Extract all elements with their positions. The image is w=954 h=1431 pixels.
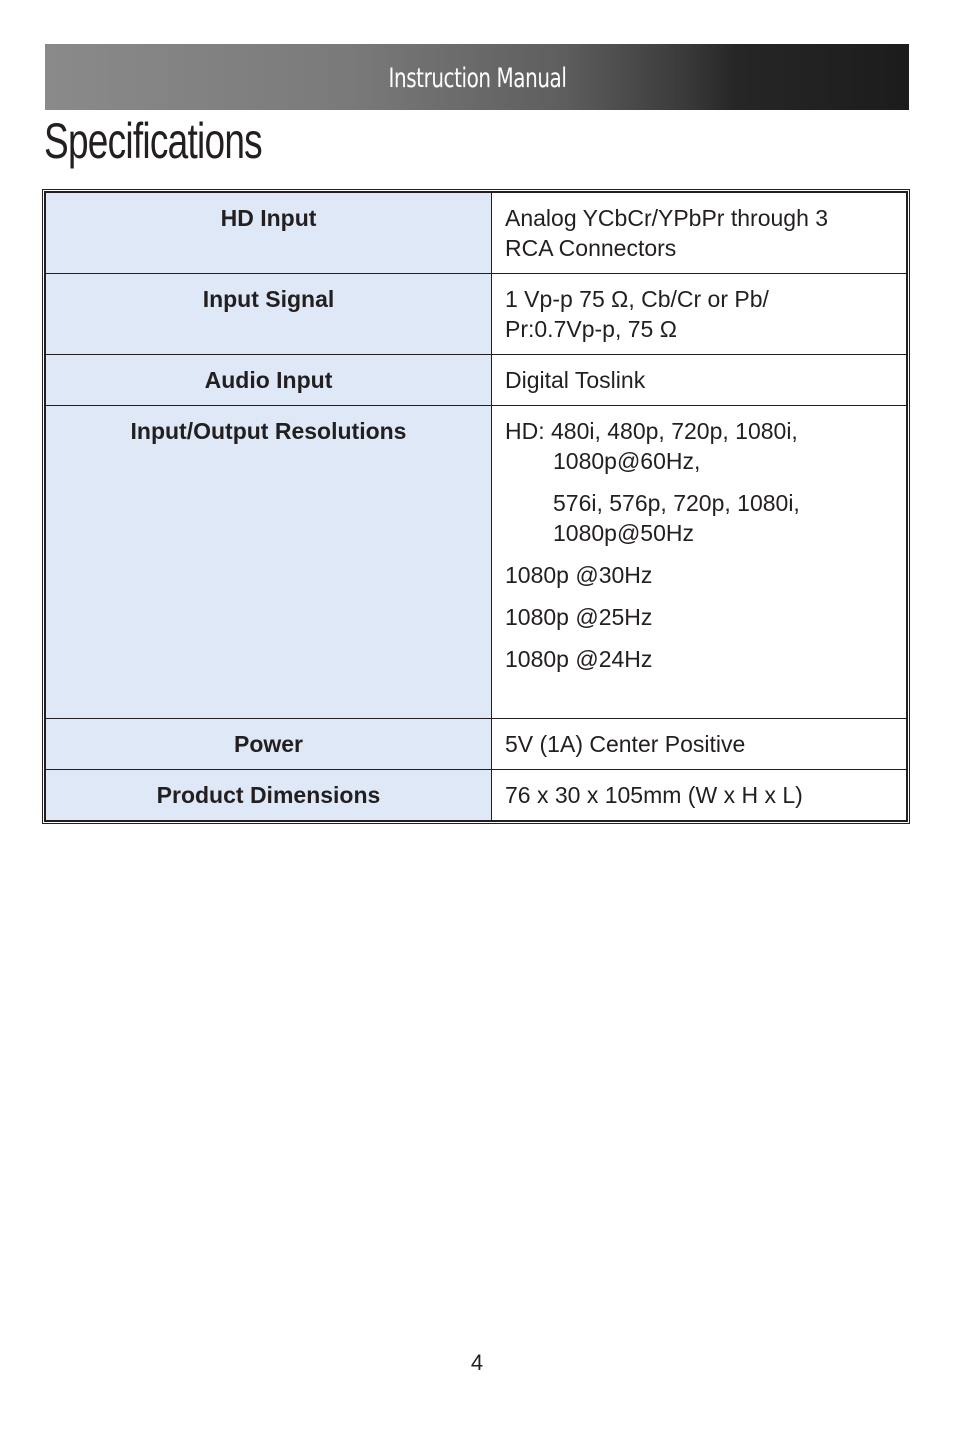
spec-value-input-signal [492, 274, 908, 355]
spec-value-audio-input [492, 355, 908, 406]
resolution-line: HD: 480i, 480p, 720p, 1080i, [505, 418, 798, 444]
resolution-line: 1080p @25Hz [505, 604, 653, 630]
spec-value-resolutions [492, 406, 908, 719]
spec-label-dimensions: Product Dimensions [45, 770, 492, 822]
specifications-table [44, 191, 908, 822]
spec-value-line: 76 x 30 x 105mm (W x H x L) [505, 782, 803, 808]
table-row [45, 192, 907, 274]
spec-label-power: Power [45, 719, 492, 770]
spec-label-hd-input: HD Input [45, 192, 492, 274]
spec-value-power [492, 719, 908, 770]
table-row [45, 274, 907, 355]
spec-value-line: Digital Toslink [505, 367, 646, 393]
resolution-line: 1080p @24Hz [505, 646, 653, 672]
spec-label-audio-input: Audio Input [45, 355, 492, 406]
spec-value-line: 1 Vp-p 75 Ω, Cb/Cr or Pb/ [505, 286, 769, 312]
spec-label-input-signal: Input Signal [45, 274, 492, 355]
spec-value-hd-input [492, 192, 908, 274]
resolution-line: 1080p@50Hz [553, 520, 694, 546]
table-row [45, 355, 907, 406]
spec-value-dimensions [492, 770, 908, 822]
table-row [45, 770, 907, 822]
spec-value-line: Analog YCbCr/YPbPr through 3 [505, 205, 829, 231]
header-bar [45, 44, 909, 110]
resolution-line: 1080p @30Hz [505, 562, 653, 588]
page-title: Specifications [44, 113, 262, 169]
page-number: 4 [470, 1350, 484, 1375]
header-title: Instruction Manual [388, 62, 566, 94]
spec-value-line: Pr:0.7Vp-p, 75 Ω [505, 316, 677, 342]
spec-value-line: RCA Connectors [505, 235, 677, 261]
spec-value-line: 5V (1A) Center Positive [505, 731, 746, 757]
resolution-line: 1080p@60Hz, [553, 448, 701, 474]
resolution-line: 576i, 576p, 720p, 1080i, [553, 490, 800, 516]
spec-label-resolutions: Input/Output Resolutions [45, 406, 492, 719]
table-row [45, 719, 907, 770]
table-row [45, 406, 907, 719]
